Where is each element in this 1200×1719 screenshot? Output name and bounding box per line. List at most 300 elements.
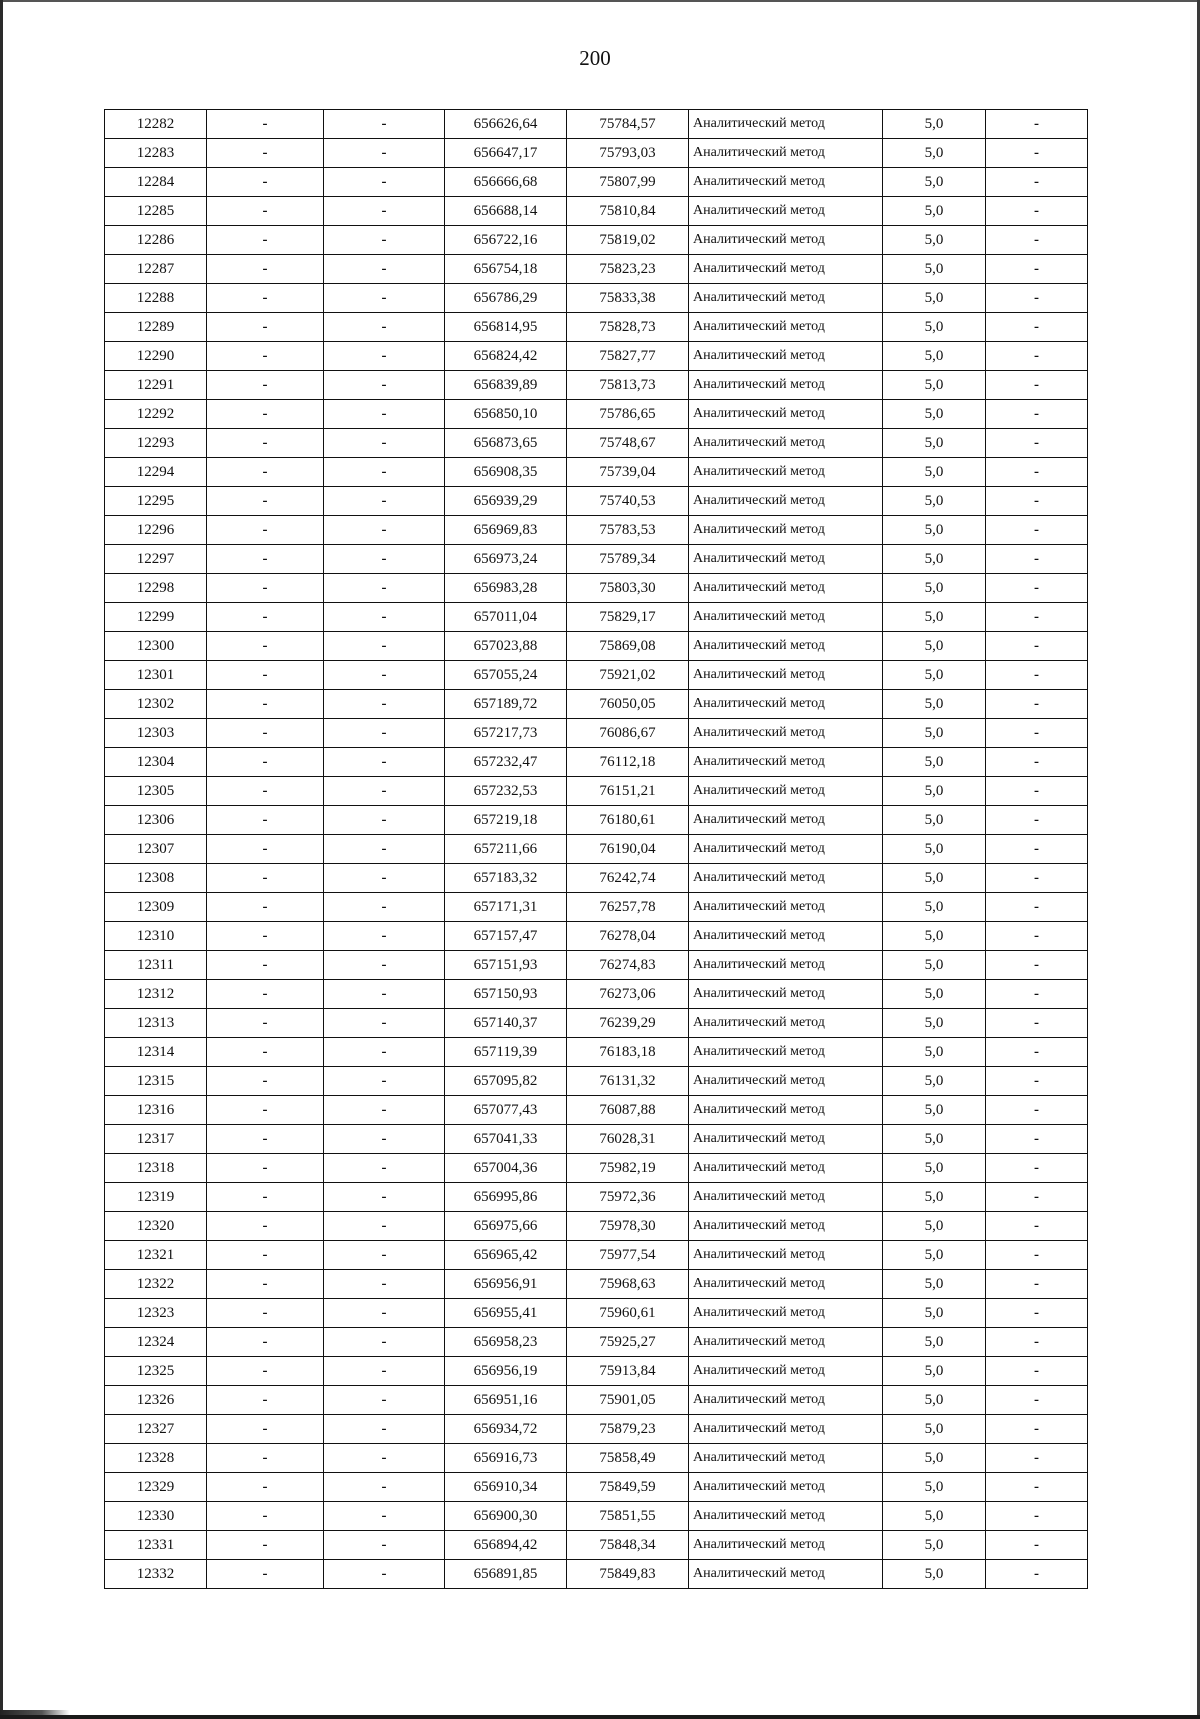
method-cell: Аналитический метод <box>689 1096 883 1125</box>
point-number-cell: 12323 <box>105 1299 207 1328</box>
accuracy-cell: 5,0 <box>883 1531 986 1560</box>
x-coordinate-cell: 656910,34 <box>445 1473 567 1502</box>
x-coordinate-cell: 656934,72 <box>445 1415 567 1444</box>
accuracy-cell: 5,0 <box>883 400 986 429</box>
column-2-cell: - <box>207 400 324 429</box>
column-2-cell: - <box>207 632 324 661</box>
method-cell: Аналитический метод <box>689 1473 883 1502</box>
table-row <box>105 1386 1088 1415</box>
table-row <box>105 922 1088 951</box>
column-8-cell: - <box>986 777 1088 806</box>
column-3-cell: - <box>324 110 445 139</box>
table-row <box>105 139 1088 168</box>
column-3-cell: - <box>324 226 445 255</box>
column-2-cell: - <box>207 458 324 487</box>
point-number-cell: 12331 <box>105 1531 207 1560</box>
x-coordinate-cell: 657004,36 <box>445 1154 567 1183</box>
point-number-cell: 12285 <box>105 197 207 226</box>
column-3-cell: - <box>324 371 445 400</box>
accuracy-cell: 5,0 <box>883 197 986 226</box>
method-cell: Аналитический метод <box>689 313 883 342</box>
method-cell: Аналитический метод <box>689 1299 883 1328</box>
table-row <box>105 110 1088 139</box>
table-row <box>105 980 1088 1009</box>
column-2-cell: - <box>207 748 324 777</box>
y-coordinate-cell: 76180,61 <box>567 806 689 835</box>
column-8-cell: - <box>986 922 1088 951</box>
column-2-cell: - <box>207 922 324 951</box>
column-8-cell: - <box>986 748 1088 777</box>
y-coordinate-cell: 75848,34 <box>567 1531 689 1560</box>
accuracy-cell: 5,0 <box>883 1357 986 1386</box>
accuracy-cell: 5,0 <box>883 1386 986 1415</box>
method-cell: Аналитический метод <box>689 516 883 545</box>
x-coordinate-cell: 656951,16 <box>445 1386 567 1415</box>
point-number-cell: 12320 <box>105 1212 207 1241</box>
point-number-cell: 12283 <box>105 139 207 168</box>
column-8-cell: - <box>986 1270 1088 1299</box>
column-2-cell: - <box>207 893 324 922</box>
table-row <box>105 1415 1088 1444</box>
column-8-cell: - <box>986 545 1088 574</box>
x-coordinate-cell: 656956,91 <box>445 1270 567 1299</box>
column-8-cell: - <box>986 661 1088 690</box>
table-row <box>105 400 1088 429</box>
accuracy-cell: 5,0 <box>883 226 986 255</box>
column-8-cell: - <box>986 1328 1088 1357</box>
column-2-cell: - <box>207 1241 324 1270</box>
column-3-cell: - <box>324 284 445 313</box>
y-coordinate-cell: 75925,27 <box>567 1328 689 1357</box>
x-coordinate-cell: 656973,24 <box>445 545 567 574</box>
scan-border-bottom <box>0 1715 1200 1719</box>
column-2-cell: - <box>207 1299 324 1328</box>
y-coordinate-cell: 76257,78 <box>567 893 689 922</box>
x-coordinate-cell: 656839,89 <box>445 371 567 400</box>
table-row <box>105 342 1088 371</box>
x-coordinate-cell: 656983,28 <box>445 574 567 603</box>
column-2-cell: - <box>207 1386 324 1415</box>
method-cell: Аналитический метод <box>689 1415 883 1444</box>
column-2-cell: - <box>207 1212 324 1241</box>
method-cell: Аналитический метод <box>689 1531 883 1560</box>
column-3-cell: - <box>324 139 445 168</box>
y-coordinate-cell: 75803,30 <box>567 574 689 603</box>
column-8-cell: - <box>986 1009 1088 1038</box>
column-3-cell: - <box>324 1473 445 1502</box>
column-3-cell: - <box>324 864 445 893</box>
method-cell: Аналитический метод <box>689 1502 883 1531</box>
x-coordinate-cell: 657151,93 <box>445 951 567 980</box>
x-coordinate-cell: 657077,43 <box>445 1096 567 1125</box>
column-8-cell: - <box>986 1502 1088 1531</box>
method-cell: Аналитический метод <box>689 371 883 400</box>
y-coordinate-cell: 75828,73 <box>567 313 689 342</box>
table-row <box>105 1531 1088 1560</box>
column-3-cell: - <box>324 429 445 458</box>
accuracy-cell: 5,0 <box>883 1415 986 1444</box>
table-row <box>105 226 1088 255</box>
x-coordinate-cell: 657157,47 <box>445 922 567 951</box>
method-cell: Аналитический метод <box>689 487 883 516</box>
y-coordinate-cell: 75901,05 <box>567 1386 689 1415</box>
point-number-cell: 12325 <box>105 1357 207 1386</box>
table-row <box>105 429 1088 458</box>
column-3-cell: - <box>324 487 445 516</box>
y-coordinate-cell: 75851,55 <box>567 1502 689 1531</box>
table-row <box>105 719 1088 748</box>
point-number-cell: 12301 <box>105 661 207 690</box>
method-cell: Аналитический метод <box>689 690 883 719</box>
table-row <box>105 1444 1088 1473</box>
method-cell: Аналитический метод <box>689 1038 883 1067</box>
table-row <box>105 574 1088 603</box>
column-2-cell: - <box>207 980 324 1009</box>
x-coordinate-cell: 657217,73 <box>445 719 567 748</box>
x-coordinate-cell: 656722,16 <box>445 226 567 255</box>
column-3-cell: - <box>324 168 445 197</box>
table-row <box>105 1473 1088 1502</box>
accuracy-cell: 5,0 <box>883 1328 986 1357</box>
y-coordinate-cell: 75827,77 <box>567 342 689 371</box>
point-number-cell: 12302 <box>105 690 207 719</box>
method-cell: Аналитический метод <box>689 1357 883 1386</box>
y-coordinate-cell: 75823,23 <box>567 255 689 284</box>
method-cell: Аналитический метод <box>689 545 883 574</box>
point-number-cell: 12310 <box>105 922 207 951</box>
accuracy-cell: 5,0 <box>883 574 986 603</box>
method-cell: Аналитический метод <box>689 1386 883 1415</box>
y-coordinate-cell: 76273,06 <box>567 980 689 1009</box>
y-coordinate-cell: 75879,23 <box>567 1415 689 1444</box>
column-8-cell: - <box>986 1154 1088 1183</box>
table-row <box>105 1241 1088 1270</box>
column-8-cell: - <box>986 400 1088 429</box>
column-3-cell: - <box>324 1531 445 1560</box>
point-number-cell: 12298 <box>105 574 207 603</box>
point-number-cell: 12299 <box>105 603 207 632</box>
accuracy-cell: 5,0 <box>883 1009 986 1038</box>
point-number-cell: 12308 <box>105 864 207 893</box>
column-2-cell: - <box>207 1560 324 1589</box>
x-coordinate-cell: 657183,32 <box>445 864 567 893</box>
accuracy-cell: 5,0 <box>883 371 986 400</box>
column-8-cell: - <box>986 806 1088 835</box>
accuracy-cell: 5,0 <box>883 429 986 458</box>
x-coordinate-cell: 656647,17 <box>445 139 567 168</box>
column-2-cell: - <box>207 197 324 226</box>
table-row <box>105 197 1088 226</box>
column-2-cell: - <box>207 603 324 632</box>
column-3-cell: - <box>324 1502 445 1531</box>
point-number-cell: 12330 <box>105 1502 207 1531</box>
y-coordinate-cell: 75789,34 <box>567 545 689 574</box>
method-cell: Аналитический метод <box>689 1009 883 1038</box>
column-3-cell: - <box>324 400 445 429</box>
column-3-cell: - <box>324 342 445 371</box>
table-row <box>105 458 1088 487</box>
accuracy-cell: 5,0 <box>883 545 986 574</box>
accuracy-cell: 5,0 <box>883 1270 986 1299</box>
y-coordinate-cell: 76242,74 <box>567 864 689 893</box>
column-8-cell: - <box>986 1444 1088 1473</box>
table-row <box>105 1154 1088 1183</box>
x-coordinate-cell: 657055,24 <box>445 661 567 690</box>
column-2-cell: - <box>207 1502 324 1531</box>
column-3-cell: - <box>324 1009 445 1038</box>
table-row <box>105 1067 1088 1096</box>
y-coordinate-cell: 76131,32 <box>567 1067 689 1096</box>
column-3-cell: - <box>324 1444 445 1473</box>
y-coordinate-cell: 76239,29 <box>567 1009 689 1038</box>
method-cell: Аналитический метод <box>689 255 883 284</box>
y-coordinate-cell: 75833,38 <box>567 284 689 313</box>
table-row <box>105 1502 1088 1531</box>
method-cell: Аналитический метод <box>689 1270 883 1299</box>
x-coordinate-cell: 657140,37 <box>445 1009 567 1038</box>
point-number-cell: 12303 <box>105 719 207 748</box>
column-2-cell: - <box>207 951 324 980</box>
column-8-cell: - <box>986 603 1088 632</box>
column-2-cell: - <box>207 1270 324 1299</box>
y-coordinate-cell: 75793,03 <box>567 139 689 168</box>
table-row <box>105 777 1088 806</box>
x-coordinate-cell: 657041,33 <box>445 1125 567 1154</box>
point-number-cell: 12329 <box>105 1473 207 1502</box>
table-row <box>105 748 1088 777</box>
y-coordinate-cell: 76183,18 <box>567 1038 689 1067</box>
column-2-cell: - <box>207 1096 324 1125</box>
point-number-cell: 12284 <box>105 168 207 197</box>
column-2-cell: - <box>207 1531 324 1560</box>
method-cell: Аналитический метод <box>689 603 883 632</box>
page-number: 200 <box>579 46 611 70</box>
accuracy-cell: 5,0 <box>883 951 986 980</box>
x-coordinate-cell: 656626,64 <box>445 110 567 139</box>
method-cell: Аналитический метод <box>689 574 883 603</box>
column-2-cell: - <box>207 255 324 284</box>
table-row <box>105 1096 1088 1125</box>
accuracy-cell: 5,0 <box>883 1096 986 1125</box>
column-2-cell: - <box>207 864 324 893</box>
column-2-cell: - <box>207 1038 324 1067</box>
column-3-cell: - <box>324 893 445 922</box>
column-2-cell: - <box>207 1415 324 1444</box>
column-8-cell: - <box>986 1038 1088 1067</box>
point-number-cell: 12296 <box>105 516 207 545</box>
column-8-cell: - <box>986 1125 1088 1154</box>
point-number-cell: 12289 <box>105 313 207 342</box>
column-8-cell: - <box>986 632 1088 661</box>
column-8-cell: - <box>986 893 1088 922</box>
method-cell: Аналитический метод <box>689 719 883 748</box>
y-coordinate-cell: 75740,53 <box>567 487 689 516</box>
method-cell: Аналитический метод <box>689 1328 883 1357</box>
point-number-cell: 12314 <box>105 1038 207 1067</box>
x-coordinate-cell: 656786,29 <box>445 284 567 313</box>
table-row <box>105 168 1088 197</box>
column-3-cell: - <box>324 632 445 661</box>
table-row <box>105 806 1088 835</box>
method-cell: Аналитический метод <box>689 1183 883 1212</box>
column-8-cell: - <box>986 980 1088 1009</box>
method-cell: Аналитический метод <box>689 168 883 197</box>
accuracy-cell: 5,0 <box>883 1560 986 1589</box>
column-8-cell: - <box>986 1531 1088 1560</box>
column-3-cell: - <box>324 806 445 835</box>
x-coordinate-cell: 656891,85 <box>445 1560 567 1589</box>
coordinates-table <box>104 109 1088 1589</box>
column-3-cell: - <box>324 1125 445 1154</box>
method-cell: Аналитический метод <box>689 139 883 168</box>
x-coordinate-cell: 657150,93 <box>445 980 567 1009</box>
column-3-cell: - <box>324 1270 445 1299</box>
column-3-cell: - <box>324 980 445 1009</box>
accuracy-cell: 5,0 <box>883 748 986 777</box>
x-coordinate-cell: 656894,42 <box>445 1531 567 1560</box>
column-2-cell: - <box>207 574 324 603</box>
accuracy-cell: 5,0 <box>883 690 986 719</box>
column-8-cell: - <box>986 139 1088 168</box>
table-row <box>105 1328 1088 1357</box>
table-row <box>105 487 1088 516</box>
table-row <box>105 632 1088 661</box>
x-coordinate-cell: 657189,72 <box>445 690 567 719</box>
x-coordinate-cell: 657171,31 <box>445 893 567 922</box>
scan-border-top <box>0 0 1200 2</box>
table-row <box>105 1270 1088 1299</box>
y-coordinate-cell: 75783,53 <box>567 516 689 545</box>
column-2-cell: - <box>207 1154 324 1183</box>
accuracy-cell: 5,0 <box>883 1502 986 1531</box>
scan-smudge <box>0 1710 70 1715</box>
column-2-cell: - <box>207 110 324 139</box>
y-coordinate-cell: 76050,05 <box>567 690 689 719</box>
column-8-cell: - <box>986 110 1088 139</box>
column-2-cell: - <box>207 371 324 400</box>
column-8-cell: - <box>986 168 1088 197</box>
y-coordinate-cell: 75784,57 <box>567 110 689 139</box>
column-3-cell: - <box>324 922 445 951</box>
y-coordinate-cell: 75786,65 <box>567 400 689 429</box>
column-3-cell: - <box>324 719 445 748</box>
accuracy-cell: 5,0 <box>883 1444 986 1473</box>
column-2-cell: - <box>207 516 324 545</box>
method-cell: Аналитический метод <box>689 1444 883 1473</box>
point-number-cell: 12287 <box>105 255 207 284</box>
column-2-cell: - <box>207 835 324 864</box>
column-3-cell: - <box>324 1328 445 1357</box>
column-2-cell: - <box>207 284 324 313</box>
column-8-cell: - <box>986 226 1088 255</box>
column-8-cell: - <box>986 284 1088 313</box>
accuracy-cell: 5,0 <box>883 458 986 487</box>
accuracy-cell: 5,0 <box>883 661 986 690</box>
column-8-cell: - <box>986 1067 1088 1096</box>
x-coordinate-cell: 656850,10 <box>445 400 567 429</box>
accuracy-cell: 5,0 <box>883 1067 986 1096</box>
column-8-cell: - <box>986 1299 1088 1328</box>
accuracy-cell: 5,0 <box>883 1183 986 1212</box>
x-coordinate-cell: 657011,04 <box>445 603 567 632</box>
accuracy-cell: 5,0 <box>883 922 986 951</box>
point-number-cell: 12311 <box>105 951 207 980</box>
point-number-cell: 12295 <box>105 487 207 516</box>
table-row <box>105 284 1088 313</box>
point-number-cell: 12319 <box>105 1183 207 1212</box>
column-3-cell: - <box>324 1096 445 1125</box>
accuracy-cell: 5,0 <box>883 284 986 313</box>
y-coordinate-cell: 75849,59 <box>567 1473 689 1502</box>
method-cell: Аналитический метод <box>689 661 883 690</box>
point-number-cell: 12304 <box>105 748 207 777</box>
method-cell: Аналитический метод <box>689 1125 883 1154</box>
accuracy-cell: 5,0 <box>883 603 986 632</box>
y-coordinate-cell: 75968,63 <box>567 1270 689 1299</box>
column-8-cell: - <box>986 1096 1088 1125</box>
column-8-cell: - <box>986 1357 1088 1386</box>
column-3-cell: - <box>324 197 445 226</box>
method-cell: Аналитический метод <box>689 284 883 313</box>
y-coordinate-cell: 75810,84 <box>567 197 689 226</box>
method-cell: Аналитический метод <box>689 922 883 951</box>
x-coordinate-cell: 656939,29 <box>445 487 567 516</box>
x-coordinate-cell: 657232,47 <box>445 748 567 777</box>
table-body <box>105 110 1088 1589</box>
table-row <box>105 1125 1088 1154</box>
accuracy-cell: 5,0 <box>883 516 986 545</box>
accuracy-cell: 5,0 <box>883 342 986 371</box>
y-coordinate-cell: 76274,83 <box>567 951 689 980</box>
column-2-cell: - <box>207 1125 324 1154</box>
column-3-cell: - <box>324 458 445 487</box>
column-3-cell: - <box>324 777 445 806</box>
column-2-cell: - <box>207 545 324 574</box>
method-cell: Аналитический метод <box>689 1212 883 1241</box>
table-row <box>105 951 1088 980</box>
point-number-cell: 12291 <box>105 371 207 400</box>
column-3-cell: - <box>324 1560 445 1589</box>
table-row <box>105 371 1088 400</box>
accuracy-cell: 5,0 <box>883 487 986 516</box>
x-coordinate-cell: 656995,86 <box>445 1183 567 1212</box>
table-row <box>105 1357 1088 1386</box>
y-coordinate-cell: 75819,02 <box>567 226 689 255</box>
y-coordinate-cell: 75913,84 <box>567 1357 689 1386</box>
column-8-cell: - <box>986 255 1088 284</box>
x-coordinate-cell: 657232,53 <box>445 777 567 806</box>
column-8-cell: - <box>986 313 1088 342</box>
column-2-cell: - <box>207 719 324 748</box>
y-coordinate-cell: 75829,17 <box>567 603 689 632</box>
table-row <box>105 516 1088 545</box>
point-number-cell: 12306 <box>105 806 207 835</box>
column-8-cell: - <box>986 574 1088 603</box>
method-cell: Аналитический метод <box>689 110 883 139</box>
point-number-cell: 12315 <box>105 1067 207 1096</box>
column-3-cell: - <box>324 1154 445 1183</box>
column-3-cell: - <box>324 661 445 690</box>
accuracy-cell: 5,0 <box>883 313 986 342</box>
x-coordinate-cell: 656969,83 <box>445 516 567 545</box>
method-cell: Аналитический метод <box>689 632 883 661</box>
y-coordinate-cell: 75869,08 <box>567 632 689 661</box>
y-coordinate-cell: 75807,99 <box>567 168 689 197</box>
x-coordinate-cell: 656965,42 <box>445 1241 567 1270</box>
point-number-cell: 12332 <box>105 1560 207 1589</box>
point-number-cell: 12316 <box>105 1096 207 1125</box>
method-cell: Аналитический метод <box>689 197 883 226</box>
